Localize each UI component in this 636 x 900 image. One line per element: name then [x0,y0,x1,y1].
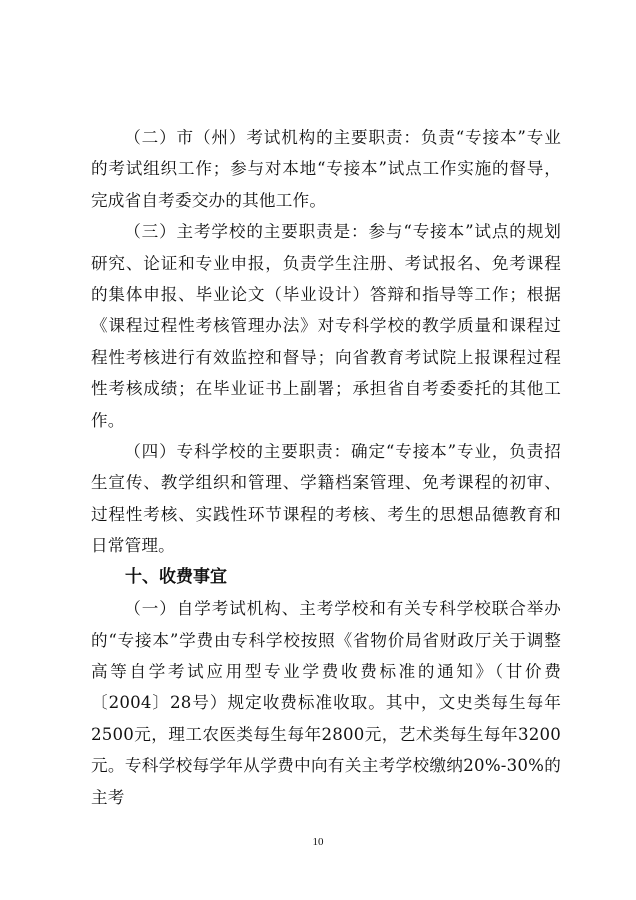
page-number: 10 [312,836,324,848]
paragraph-municipal-exam-duties: （二）市（州）考试机构的主要职责：负责“专接本”专业的考试组织工作；参与对本地“专接本”试点工作实施的督导，完成省自考委交办的其他工作。 [91,128,561,210]
section-heading-fees: 十、收费事宜 [125,566,227,587]
paragraph-college-duties: （四）专科学校的主要职责：确定“专接本”专业，负责招生宣传、教学组织和管理、学籍档案管理、免考课程的初审、过程性考核、实践性环节课程的考核、考生的思想品德教育和日常管理。 [91,442,561,556]
paragraph-host-school-duties: （三）主考学校的主要职责是：参与“专接本”试点的规划研究、论证和专业申报，负责学生注册、考试报名、免考课程的集体申报、毕业论文（毕业设计）答辩和指导等工作；根据《课程过程性考核管理办法》对专科学校的教学质量和课程过程性考核进行有效监控和督导；向省教育考试院上报课程过程性考核成绩；在毕业证书上副署；承担省自考委委托的其他工作。 [91,222,561,430]
paragraph-tuition-fees: （一）自学考试机构、主考学校和有关专科学校联合举办的“专接本”学费由专科学校按照《省物价局省财政厅关于调整高等自学考试应用型专业学费收费标准的通知》（甘价费〔2004〕28号）规定收费标准收取。其中，文史类每生每年2500元，理工农医类每生每年2800元，艺术类每生每年3200元。专科学校每学年从学费中向有关主考学校缴纳20%-30%的主考 [91,599,561,807]
body-text [91,122,561,813]
